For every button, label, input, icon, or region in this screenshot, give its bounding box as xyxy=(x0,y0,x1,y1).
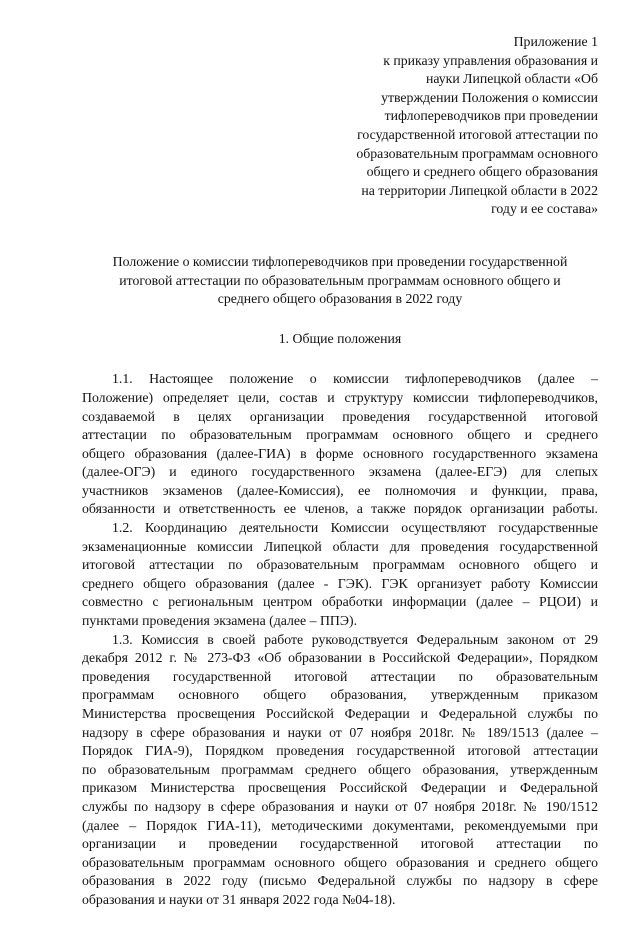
text-line: надзору в сфере образования и науки от 07 ноября 2018г. № 189/1513 (далее – xyxy=(82,724,598,740)
text-line: 1.2. Координацию деятельности Комиссии осуществляют государственные xyxy=(112,520,598,536)
appendix-line: образовательным программам основного xyxy=(356,145,598,161)
text-line: создаваемой в целях организации проведения государственной итоговой xyxy=(82,408,598,424)
paragraph-1-1 xyxy=(82,370,598,519)
text-line: Министерства просвещения Российской Федерации и Федеральной службы по xyxy=(82,706,598,721)
text-line: (далее-ОГЭ) и единого государственного экзамена (далее-ЕГЭ) для слепых xyxy=(82,464,598,480)
appendix-line: государственной итоговой аттестации по xyxy=(357,126,598,142)
appendix-line: Приложение 1 xyxy=(513,34,598,49)
text-line: совместно с региональным центром обработки информации (далее – РЦОИ) и xyxy=(82,594,598,610)
text-line: приказом Министерства просвещения Российской Федерации и Федеральной xyxy=(82,780,598,796)
appendix-line: утверждении Положения о комиссии xyxy=(381,89,598,105)
appendix-line: году и ее состава» xyxy=(491,201,598,217)
document-title xyxy=(82,253,598,309)
title-line: среднего общего образования в 2022 году xyxy=(217,291,463,307)
text-line: образования и науки от 31 января 2022 года №04-18). xyxy=(82,891,396,907)
paragraph-1-2 xyxy=(82,519,598,631)
document-page xyxy=(0,33,640,938)
text-line: программам основного общего образования, утвержденным приказом xyxy=(82,687,598,703)
text-line: экзаменационные комиссии Липецкой области для проведения государственной xyxy=(82,538,598,554)
text-line: образовательным программам основного общего образования и среднего общего xyxy=(82,854,598,870)
paragraph-1-3 xyxy=(82,631,598,910)
appendix-line: тифлопереводчиков при проведении xyxy=(384,108,598,124)
body-text xyxy=(82,370,598,909)
text-line: организации и проведении государственной итоговой аттестации по xyxy=(82,836,598,852)
text-line: (далее – Порядок ГИА-11), методическими документами, рекомендуемыми при xyxy=(82,817,598,833)
title-line: Положение о комиссии тифлопереводчиков при проведении государственной xyxy=(112,253,568,269)
appendix-line: науки Липецкой области «Об xyxy=(425,71,598,87)
text-line: обязанности и ответственность ее членов, а также порядок организации работы. xyxy=(82,501,598,517)
section-heading: 1. Общие положения xyxy=(278,330,402,346)
text-line: по образовательным программам среднего общего образования, утвержденным xyxy=(82,761,598,777)
text-line: аттестации по образовательным программам основного общего и среднего xyxy=(82,427,598,443)
text-line: проведения государственной итоговой аттестации по образовательным xyxy=(82,668,598,684)
text-line: пунктами проведения экзамена (далее – ППЭ). xyxy=(82,613,358,629)
text-line: декабря 2012 г. № 273-ФЗ «Об образовании в Российской Федерации», Порядком xyxy=(82,650,598,666)
appendix-line: к приказу управления образования и xyxy=(383,52,598,68)
text-line: 1.3. Комиссия в своей работе руководствуется Федеральным законом от 29 xyxy=(112,631,598,647)
text-line: образования в 2022 году (письмо Федеральной службы по надзору в сфере xyxy=(82,873,598,889)
appendix-line: общего и среднего общего образования xyxy=(366,164,598,180)
text-line: среднего общего образования (далее - ГЭК). ГЭК организует работу Комиссии xyxy=(82,575,598,591)
text-line: службы по надзору в сфере образования и науки от 07 ноября 2018г. № 190/1512 xyxy=(82,798,598,814)
appendix-line: на территории Липецкой области в 2022 xyxy=(361,182,598,198)
text-line: Положение) определяет цели, состав и структуру комиссии тифлопереводчиков, xyxy=(82,389,598,405)
appendix-header xyxy=(82,33,598,219)
text-line: итоговой аттестации по образовательным программам основного общего и xyxy=(82,557,598,573)
text-line: Порядок ГИА-9), Порядком проведения государственной итоговой аттестации xyxy=(82,743,598,759)
text-line: общего образования (далее-ГИА) в форме основного государственного экзамена xyxy=(82,445,598,461)
text-line: участников экзаменов (далее-Комиссия), ее полномочия и функции, права, xyxy=(82,482,598,498)
title-line: итоговой аттестации по образовательным программам основного общего и xyxy=(119,272,561,288)
text-line: 1.1. Настоящее положение о комиссии тифлопереводчиков (далее – xyxy=(112,371,598,387)
